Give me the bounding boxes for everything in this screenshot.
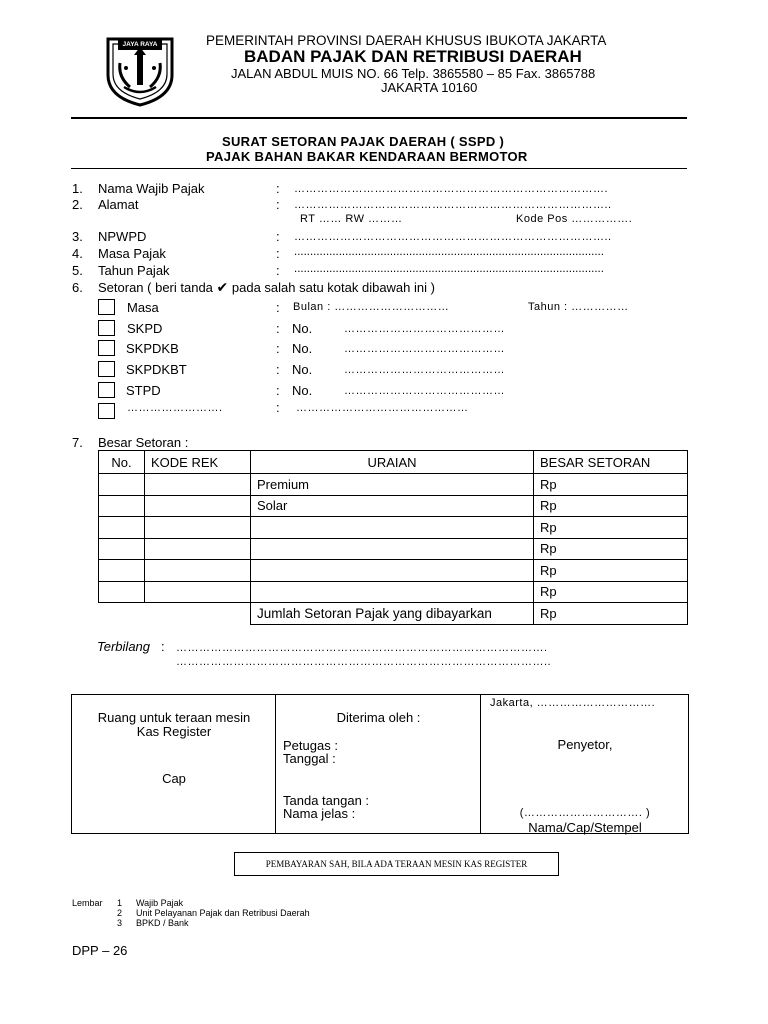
header-address: JALAN ABDUL MUIS NO. 66 Telp. 3865580 – 85 Fax. 3865788	[231, 66, 596, 81]
header-government: PEMERINTAH PROVINSI DAERAH KHUSUS IBUKOTA JAKARTA	[206, 33, 607, 48]
bulan-field[interactable]: Bulan : …………………………	[293, 301, 450, 313]
table-row	[99, 495, 688, 517]
field-label: Nama Wajib Pajak	[98, 181, 205, 196]
stempel-label: Nama/Cap/Stempel	[528, 820, 642, 835]
option-colon: :	[276, 362, 280, 377]
received-by-title: Diterima oleh :	[336, 710, 421, 725]
table-total-row	[99, 603, 688, 625]
row-uraian-cell[interactable]	[251, 560, 534, 582]
nama-jelas-label[interactable]: Nama jelas :	[283, 806, 356, 821]
field-number: 4.	[72, 246, 83, 261]
received-by-cell	[276, 695, 481, 834]
table-row	[99, 474, 688, 496]
option-no-label: No.	[292, 321, 313, 336]
option-no-label: No.	[292, 341, 313, 356]
petugas-label[interactable]: Petugas :	[283, 738, 338, 753]
other-value-field[interactable]: ………………………………………	[296, 402, 469, 414]
option-colon: :	[276, 321, 280, 336]
rt-rw-field[interactable]: RT …… RW ………	[300, 213, 403, 225]
field-colon: :	[276, 263, 280, 278]
field-label: Masa Pajak	[98, 246, 166, 261]
terbilang-label: Terbilang	[97, 639, 151, 654]
table-row	[99, 538, 688, 560]
signature-table	[71, 694, 689, 834]
row-besar-cell[interactable]: Rp	[534, 581, 688, 603]
table-header-row	[99, 451, 688, 474]
field-number: 2.	[72, 197, 83, 212]
lembar-num: 1	[117, 898, 123, 908]
form-subtitle: PAJAK BAHAN BAKAR KENDARAAN BERMOTOR	[206, 149, 528, 164]
alamat-field[interactable]: ………………………………………………………………………..	[294, 199, 612, 211]
option-label: SKPDKBT	[126, 362, 187, 377]
row-no-cell[interactable]	[99, 495, 145, 517]
row-no-cell[interactable]	[99, 538, 145, 560]
row-kode-cell[interactable]	[145, 538, 251, 560]
row-uraian-cell[interactable]	[251, 517, 534, 539]
masa-pajak-field[interactable]: .................................................................................................	[294, 246, 604, 258]
total-empty-cell	[145, 603, 251, 625]
tanggal-label[interactable]: Tanggal :	[283, 751, 336, 766]
row-no-cell[interactable]	[99, 581, 145, 603]
header-city: JAKARTA 10160	[381, 80, 478, 95]
skpd-number-field[interactable]: ……………………………………	[344, 323, 505, 335]
depositor-name-field[interactable]: (…………………………. )	[519, 807, 651, 819]
table-row	[99, 560, 688, 582]
kode-pos-field[interactable]: Kode Pos …………….	[516, 213, 633, 225]
field-label: NPWPD	[98, 229, 147, 244]
terbilang-colon: :	[161, 639, 165, 654]
stpd-number-field[interactable]: ……………………………………	[344, 385, 505, 397]
row-besar-cell[interactable]: Rp	[534, 495, 688, 517]
instruction-text: Setoran ( beri tanda	[98, 280, 217, 295]
field-number: 1.	[72, 181, 83, 196]
cap-label: Cap	[162, 771, 186, 786]
header-agency: BADAN PAJAK DAN RETRIBUSI DAERAH	[244, 47, 582, 66]
row-uraian-cell: Premium	[251, 474, 534, 496]
field-number: 5.	[72, 263, 83, 278]
payment-notice: PEMBAYARAN SAH, BILA ADA TERAAN MESIN KAS REGISTER	[265, 859, 528, 869]
penyetor-label: Penyetor,	[557, 737, 613, 752]
besar-setoran-table	[98, 450, 688, 625]
option-colon: :	[276, 300, 280, 315]
row-kode-cell[interactable]	[145, 581, 251, 603]
stpd-checkbox[interactable]	[98, 382, 115, 398]
option-label: Masa	[127, 300, 159, 315]
row-besar-cell[interactable]: Rp	[534, 474, 688, 496]
form-code: DPP – 26	[72, 943, 128, 958]
row-no-cell[interactable]	[99, 560, 145, 582]
jakarta-date-field[interactable]: Jakarta, ………………………….	[490, 697, 656, 709]
skpd-checkbox[interactable]	[98, 320, 115, 336]
field-label: Alamat	[98, 197, 139, 212]
tanda-tangan-label[interactable]: Tanda tangan :	[283, 793, 370, 808]
logo-text: JAYA RAYA	[122, 41, 158, 48]
row-besar-cell[interactable]: Rp	[534, 538, 688, 560]
option-colon: :	[276, 383, 280, 398]
row-uraian-cell[interactable]	[251, 538, 534, 560]
field-colon: :	[276, 197, 280, 212]
header-besar-setoran: BESAR SETORAN	[534, 451, 688, 474]
option-no-label: No.	[292, 362, 313, 377]
total-label: Jumlah Setoran Pajak yang dibayarkan	[251, 603, 534, 625]
header-uraian: URAIAN	[251, 451, 534, 474]
row-besar-cell[interactable]: Rp	[534, 517, 688, 539]
row-no-cell[interactable]	[99, 474, 145, 496]
header-kode-rek: KODE REK	[145, 451, 251, 474]
terbilang-line-1[interactable]: …………………………………………………………………………………….	[176, 642, 548, 654]
row-kode-cell[interactable]	[145, 560, 251, 582]
option-label: SKPDKB	[126, 341, 179, 356]
field-number: 6.	[72, 280, 83, 295]
row-uraian-cell[interactable]	[251, 581, 534, 603]
terbilang-line-2[interactable]: ……………………………………………………………………………………..	[176, 656, 552, 668]
signature-row	[72, 695, 689, 834]
row-uraian-cell: Solar	[251, 495, 534, 517]
field-number: 7.	[72, 435, 83, 450]
payment-notice-box	[234, 852, 559, 876]
cash-register-cell[interactable]	[72, 695, 276, 834]
other-checkbox[interactable]	[98, 403, 115, 419]
lembar-text: Unit Pelayanan Pajak dan Retribusi Daerah	[136, 908, 310, 918]
jaya-raya-logo	[104, 35, 176, 107]
npwpd-field[interactable]: ………………………………………………………………………..	[294, 231, 612, 243]
row-kode-cell[interactable]	[145, 517, 251, 539]
row-besar-cell[interactable]: Rp	[534, 560, 688, 582]
lembar-text: BPKD / Bank	[136, 918, 189, 928]
option-label: STPD	[126, 383, 161, 398]
besar-setoran-label: Besar Setoran :	[98, 435, 189, 450]
header-no: No.	[99, 451, 145, 474]
field-colon: :	[276, 246, 280, 261]
total-empty-cell	[99, 603, 145, 625]
table-row	[99, 517, 688, 539]
cash-register-label-2: Kas Register	[136, 724, 212, 739]
field-label: Tahun Pajak	[98, 263, 170, 278]
skpdkbt-number-field[interactable]: ……………………………………	[344, 364, 505, 376]
header-divider	[71, 117, 687, 119]
skpdkb-number-field[interactable]: ……………………………………	[344, 343, 505, 355]
skpdkb-checkbox[interactable]	[98, 340, 115, 356]
depositor-cell	[481, 695, 689, 834]
other-label-field[interactable]: …………………….	[127, 402, 223, 414]
row-kode-cell[interactable]	[145, 495, 251, 517]
cash-register-label: Ruang untuk teraan mesin	[97, 710, 251, 725]
field-colon: :	[276, 229, 280, 244]
total-value-cell[interactable]: Rp	[534, 603, 688, 625]
skpdkbt-checkbox[interactable]	[98, 361, 115, 377]
nama-wajib-pajak-field[interactable]: ……………………………………………………………………….	[294, 183, 609, 195]
option-no-label: No.	[292, 383, 313, 398]
option-colon: :	[276, 341, 280, 356]
setoran-instruction	[98, 280, 435, 296]
form-title: SURAT SETORAN PAJAK DAERAH ( SSPD )	[222, 134, 505, 149]
lembar-num: 3	[117, 918, 123, 928]
table-row	[99, 581, 688, 603]
lembar-label: Lembar	[72, 898, 103, 908]
lembar-text: Wajib Pajak	[136, 898, 184, 908]
instruction-text: pada salah satu kotak dibawah ini )	[228, 280, 435, 295]
option-label: SKPD	[127, 321, 163, 336]
tahun-pajak-field[interactable]: .................................................................................................	[294, 263, 604, 275]
masa-checkbox[interactable]	[98, 299, 115, 315]
row-kode-cell[interactable]	[145, 474, 251, 496]
lembar-num: 2	[117, 908, 123, 918]
title-divider	[71, 168, 687, 169]
tahun-field[interactable]: Tahun : ……………	[528, 301, 629, 313]
checkmark-icon: ✔	[216, 280, 229, 296]
option-colon: :	[276, 400, 280, 415]
row-no-cell[interactable]	[99, 517, 145, 539]
field-colon: :	[276, 181, 280, 196]
field-number: 3.	[72, 229, 83, 244]
